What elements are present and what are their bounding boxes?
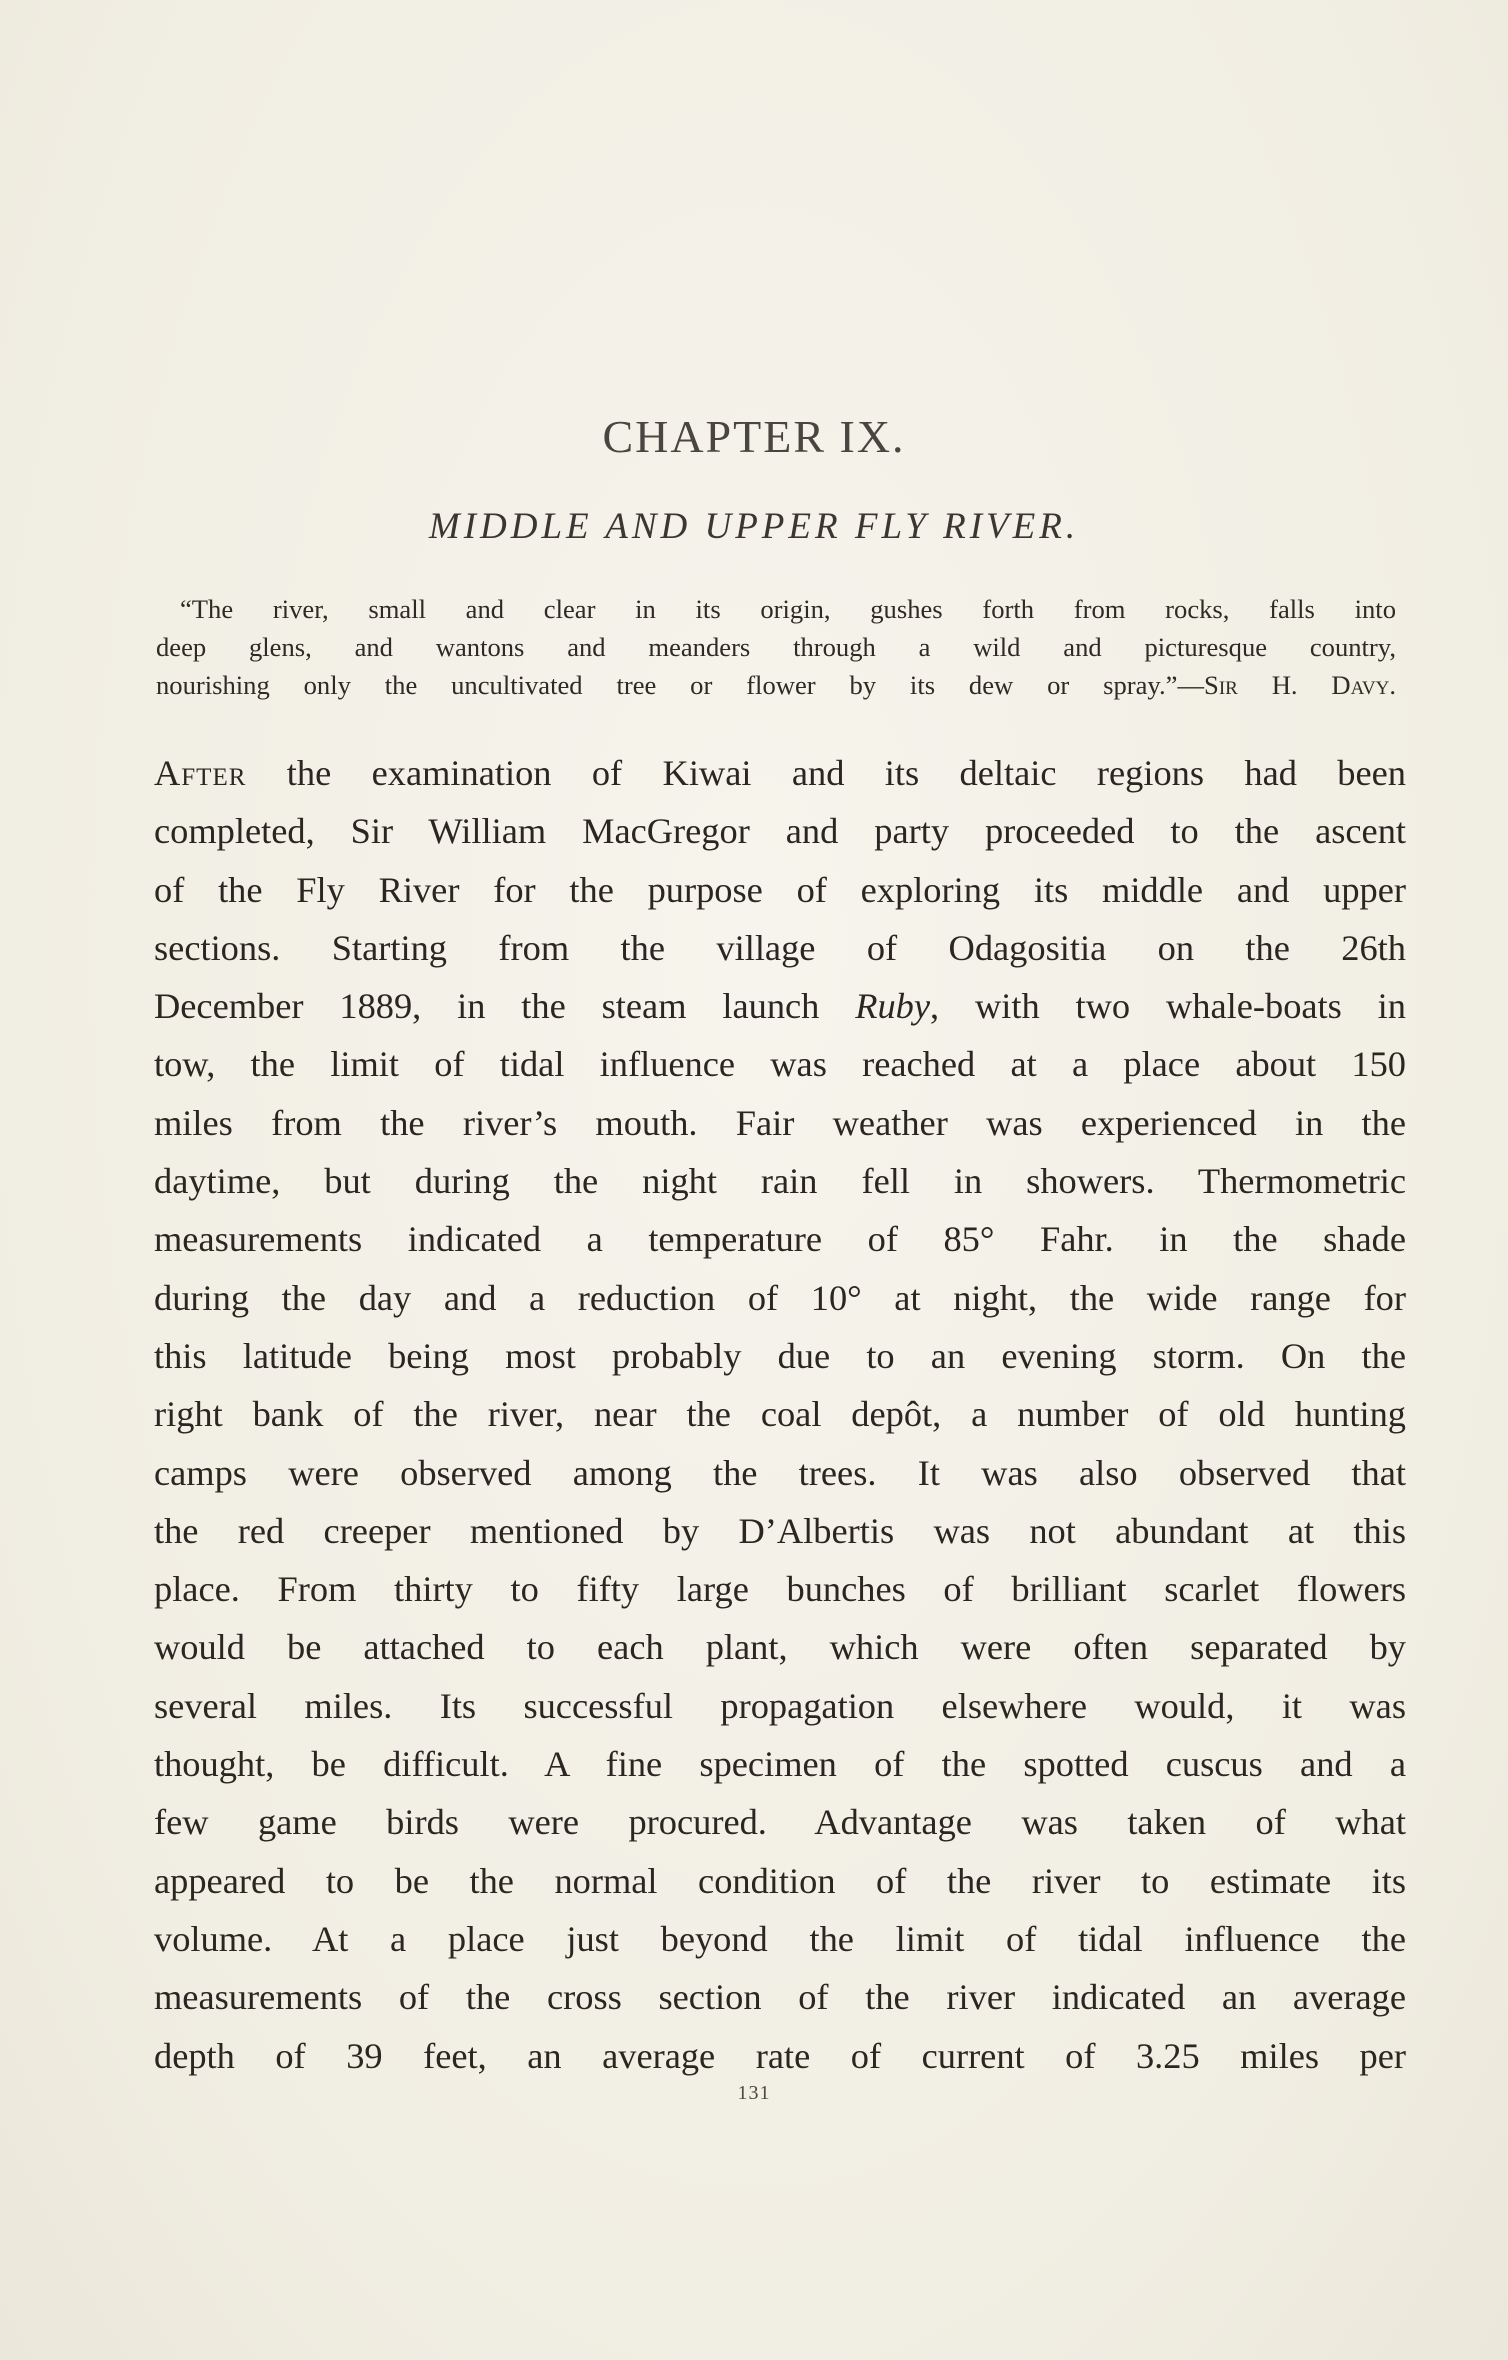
- body-line: thought, be difficult. A fine specimen of the spotted cuscus and a: [154, 1744, 1406, 1785]
- body-line: volume. At a place just beyond the limit of tidal influence the: [154, 1918, 1406, 1959]
- body-line: daytime, but during the night rain fell in showers. Thermometric: [154, 1161, 1406, 1202]
- chapter-body: [154, 744, 1406, 2085]
- body-line: camps were observed among the trees. It was also observed that: [154, 1452, 1406, 1493]
- body-line: of the Fly River for the purpose of exploring its middle and upper: [154, 869, 1406, 910]
- body-line: depth of 39 feet, an average rate of current of 3.25 miles per: [154, 2035, 1406, 2076]
- page-number: 131: [737, 2082, 771, 2104]
- chapter-subtitle: MIDDLE AND UPPER FLY RIVER.: [428, 506, 1080, 547]
- body-line: miles from the river’s mouth. Fair weather was experienced in the: [154, 1102, 1406, 1143]
- body-line: few game birds were procured. Advantage was taken of what: [154, 1802, 1406, 1843]
- body-line: this latitude being most probably due to an evening storm. On the: [154, 1335, 1406, 1376]
- body-line: the red creeper mentioned by D’Albertis was not abundant at this: [154, 1510, 1406, 1551]
- epigraph-line: deep glens, and wantons and meanders through a wild and picturesque country,: [156, 632, 1396, 662]
- body-line: completed, Sir William MacGregor and party proceeded to the ascent: [154, 811, 1406, 852]
- body-line: place. From thirty to fifty large bunches of brilliant scarlet flowers: [154, 1569, 1406, 1610]
- chapter-title: CHAPTER IX.: [602, 411, 906, 462]
- body-line: measurements indicated a temperature of 85° Fahr. in the shade: [154, 1219, 1406, 1260]
- body-line: several miles. Its successful propagation elsewhere would, it was: [154, 1685, 1406, 1726]
- body-line: during the day and a reduction of 10° at night, the wide range for: [154, 1277, 1406, 1318]
- epigraph-attribution: Sir H. Davy.: [1204, 670, 1396, 700]
- opening-word: After: [154, 753, 247, 793]
- body-line: measurements of the cross section of the river indicated an average: [154, 1977, 1406, 2018]
- body-line: right bank of the river, near the coal depôt, a number of old hunting: [154, 1394, 1406, 1435]
- body-line: tow, the limit of tidal influence was reached at a place about 150: [154, 1044, 1406, 1085]
- body-line: After the examination of Kiwai and its deltaic regions had been: [154, 753, 1406, 793]
- body-line: appeared to be the normal condition of the river to estimate its: [154, 1860, 1406, 1901]
- epigraph: [156, 590, 1396, 704]
- body-line: would be attached to each plant, which were often separated by: [154, 1627, 1406, 1668]
- launch-name: Ruby: [855, 986, 931, 1027]
- epigraph-line: “The river, small and clear in its origin, gushes forth from rocks, falls into: [180, 594, 1396, 624]
- body-line: December 1889, in the steam launch Ruby, with two whale-boats in: [154, 986, 1406, 1027]
- epigraph-last-line: [156, 666, 1396, 704]
- body-line: sections. Starting from the village of Odagositia on the 26th: [154, 927, 1406, 968]
- epigraph-line: nourishing only the uncultivated tree or flower by its dew or spray.”—: [156, 670, 1205, 700]
